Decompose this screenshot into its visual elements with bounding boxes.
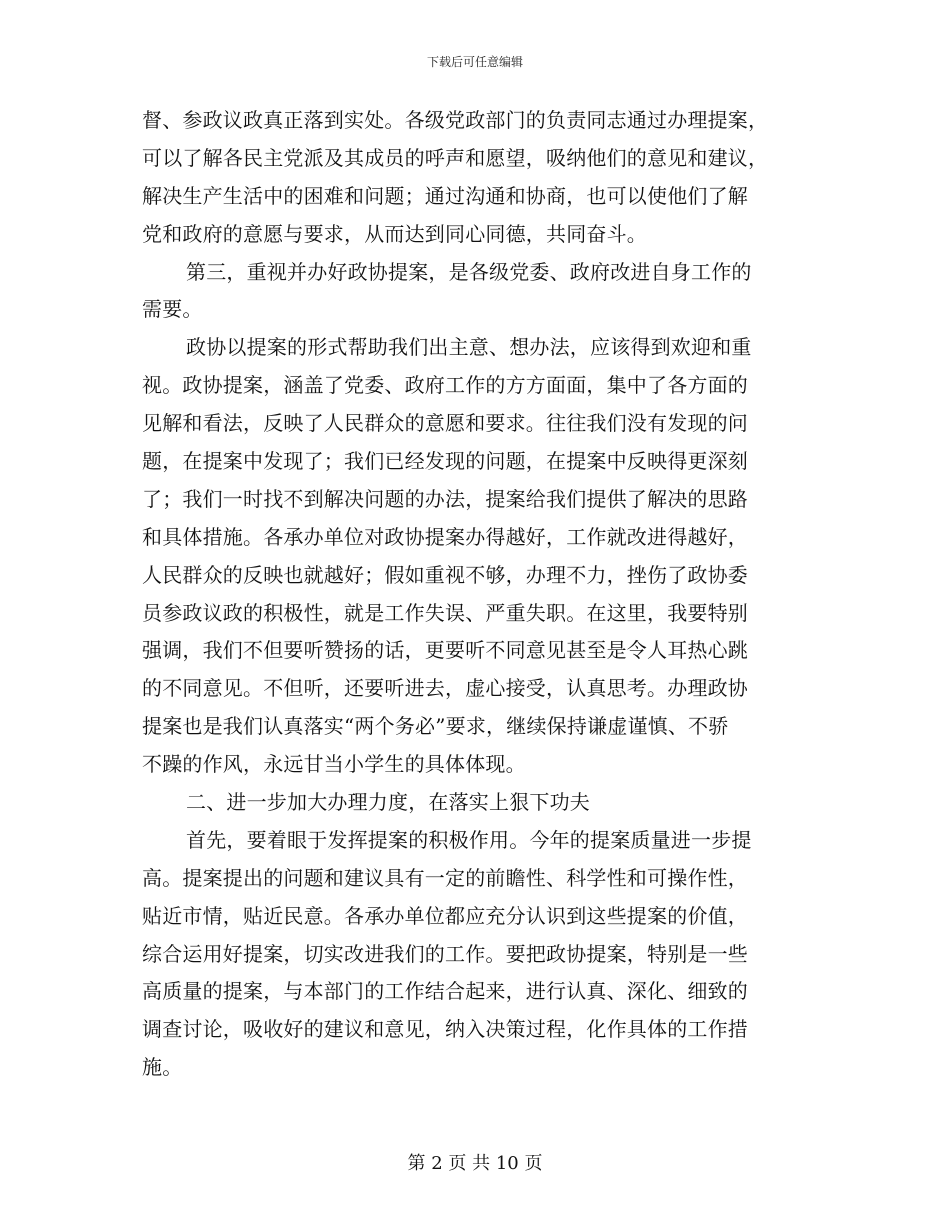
text-line: 督、参政议政真正落到实处。各级党政部门的负责同志通过办理提案， (142, 108, 769, 132)
text-line: 党和政府的意愿与要求，从而达到同心同德，共同奋斗。 (142, 221, 647, 246)
text-line: 二、进一步加大办理力度，在落实上狠下功夫 (186, 790, 590, 815)
text-line: 施。 (142, 1055, 183, 1080)
text-line: 首先，要着眼于发挥提案的积极作用。今年的提案质量进一步提 (186, 827, 752, 852)
text-line: 人民群众的反映也就越好；假如重视不够，办理不力，挫伤了政协委 (142, 562, 748, 587)
page-footer: 第 2 页 共 10 页 (407, 1153, 543, 1174)
text-line: 员参政议政的积极性，就是工作失误、严重失职。在这里，我要特别 (142, 600, 748, 625)
text-line: 见解和看法，反映了人民群众的意愿和要求。往往我们没有发现的问 (142, 411, 748, 436)
text-line: 不躁的作风，永远甘当小学生的具体体现。 (142, 752, 526, 777)
page-header: 下载后可任意编辑 (426, 55, 523, 69)
document-body (142, 102, 810, 1087)
text-line: 综合运用好提案，切实改进我们的工作。要把政协提案，特别是一些 (142, 941, 748, 966)
text-line: 高质量的提案，与本部门的工作结合起来，进行认真、深化、细致的 (142, 979, 748, 1004)
text-line: 可以了解各民主党派及其成员的呼声和愿望，吸纳他们的意见和建议， (142, 145, 769, 170)
text-line: 需要。 (142, 297, 203, 322)
text-line: 视。政协提案，涵盖了党委、政府工作的方方面面，集中了各方面的 (142, 373, 748, 398)
text-line: 政协以提案的形式帮助我们出主意、想办法，应该得到欢迎和重 (186, 335, 752, 360)
text-line: 调查讨论，吸收好的建议和意见，纳入决策过程，化作具体的工作措 (142, 1017, 748, 1042)
text-line: 高。提案提出的问题和建议具有一定的前瞻性、科学性和可操作性， (142, 865, 748, 890)
text-line: 解决生产生活中的困难和问题；通过沟通和协商，也可以使他们了解 (142, 183, 748, 208)
text-line: 第三，重视并办好政协提案，是各级党委、政府改进自身工作的 (186, 259, 752, 284)
text-line: 的不同意见。不但听，还要听进去，虚心接受，认真思考。办理政协 (142, 676, 748, 701)
text-line: 强调，我们不但要听赞扬的话，更要听不同意见甚至是令人耳热心跳 (142, 638, 748, 663)
text-line: 题，在提案中发现了；我们已经发现的问题，在提案中反映得更深刻 (142, 449, 748, 474)
text-line: 了；我们一时找不到解决问题的办法，提案给我们提供了解决的思路 (142, 486, 748, 511)
text-line: 提案也是我们认真落实“两个务必”要求，继续保持谦虚谨慎、不骄 (142, 714, 729, 739)
text-line: 和具体措施。各承办单位对政协提案办得越好，工作就改进得越好， (142, 524, 748, 549)
text-line: 贴近市情，贴近民意。各承办单位都应充分认识到这些提案的价值， (142, 903, 748, 928)
